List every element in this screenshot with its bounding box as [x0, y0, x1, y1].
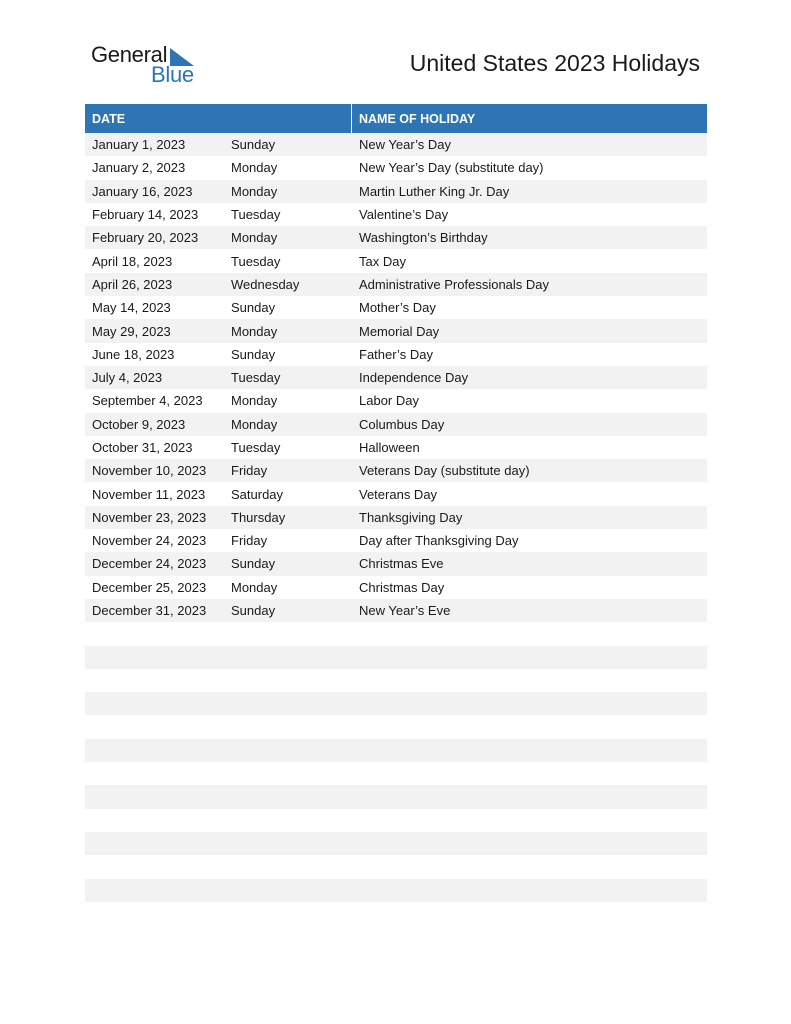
holiday-date: September 4, 2023 [92, 393, 203, 409]
holiday-date: January 2, 2023 [92, 160, 186, 176]
holiday-date: October 31, 2023 [92, 440, 193, 455]
holiday-weekday: Wednesday [231, 276, 300, 292]
table-body [85, 133, 707, 902]
holiday-name: Washington’s Birthday [359, 230, 488, 246]
holiday-date: January 16, 2023 [92, 183, 193, 199]
holiday-weekday: Monday [231, 579, 278, 595]
table-row [85, 436, 707, 459]
table-row [85, 529, 707, 552]
holiday-name: New Year’s Eve [359, 603, 451, 619]
holiday-weekday: Monday [231, 323, 278, 339]
holiday-name: Mother’s Day [359, 300, 436, 316]
holiday-name: Christmas Day [359, 579, 445, 595]
holiday-weekday: Tuesday [231, 370, 281, 386]
table-row [85, 832, 707, 855]
table-row [85, 622, 707, 645]
holiday-weekday: Monday [231, 230, 278, 246]
holiday-weekday: Sunday [231, 346, 276, 362]
holiday-name: Halloween [359, 440, 420, 455]
holiday-name: Day after Thanksgiving Day [359, 533, 519, 549]
table-row [85, 319, 707, 342]
column-header-date: DATE [85, 104, 352, 133]
holiday-name: Christmas Eve [359, 556, 444, 572]
holiday-name: Labor Day [359, 393, 419, 409]
holiday-name: Martin Luther King Jr. Day [359, 183, 510, 199]
holiday-weekday: Monday [231, 183, 278, 199]
table-row [85, 669, 707, 692]
holiday-weekday: Thursday [231, 509, 286, 525]
table-row [85, 506, 707, 529]
column-header-holiday-name: NAME OF HOLIDAY [359, 111, 476, 126]
holiday-weekday: Sunday [231, 137, 276, 153]
table-row [85, 599, 707, 622]
holiday-name: Independence Day [359, 370, 469, 386]
table-row [85, 133, 707, 156]
holiday-weekday: Saturday [231, 486, 284, 502]
holiday-date: April 26, 2023 [92, 276, 173, 292]
holiday-name: Administrative Professionals Day [359, 276, 550, 292]
table-row [85, 576, 707, 599]
table-row [85, 482, 707, 505]
holiday-date: February 14, 2023 [92, 207, 199, 223]
logo-text-general: General [91, 42, 168, 67]
holiday-name: New Year’s Day [359, 137, 452, 153]
holiday-name: Memorial Day [359, 323, 440, 339]
holiday-weekday: Friday [231, 533, 268, 549]
table-row [85, 343, 707, 366]
holiday-date: April 18, 2023 [92, 253, 173, 269]
holiday-date: January 1, 2023 [92, 137, 186, 153]
brand-logo [91, 42, 201, 88]
holiday-weekday: Tuesday [231, 440, 281, 455]
table-row [85, 389, 707, 412]
table-row [85, 785, 707, 808]
holiday-weekday: Friday [231, 463, 268, 479]
holiday-weekday: Sunday [231, 556, 276, 572]
holiday-name: Tax Day [359, 253, 406, 269]
table-row [85, 366, 707, 389]
holiday-date: November 11, 2023 [92, 486, 206, 502]
holiday-weekday: Tuesday [231, 207, 281, 223]
holiday-table [85, 104, 707, 902]
holiday-date: June 18, 2023 [92, 346, 175, 362]
table-row [85, 762, 707, 785]
holiday-date: July 4, 2023 [92, 370, 163, 386]
table-row [85, 646, 707, 669]
holiday-date: May 29, 2023 [92, 323, 171, 339]
table-row [85, 809, 707, 832]
holiday-date: February 20, 2023 [92, 230, 199, 246]
holiday-weekday: Monday [231, 416, 278, 432]
table-row [85, 203, 707, 226]
holiday-name: New Year’s Day (substitute day) [359, 160, 544, 176]
holiday-date: December 31, 2023 [92, 603, 207, 619]
holiday-name: Thanksgiving Day [359, 509, 463, 525]
holiday-name: Veterans Day (substitute day) [359, 463, 530, 479]
holiday-weekday: Sunday [231, 300, 276, 316]
table-row [85, 459, 707, 482]
table-row [85, 180, 707, 203]
holiday-date: December 25, 2023 [92, 579, 207, 595]
table-row [85, 855, 707, 878]
table-row [85, 249, 707, 272]
holiday-name: Columbus Day [359, 416, 445, 432]
table-row [85, 879, 707, 902]
page-title: United States 2023 Holidays [409, 50, 700, 76]
table-row [85, 739, 707, 762]
table-row [85, 692, 707, 715]
table-row [85, 156, 707, 179]
table-row [85, 413, 707, 436]
table-row [85, 296, 707, 319]
holiday-weekday: Tuesday [231, 253, 281, 269]
holiday-weekday: Sunday [231, 603, 276, 619]
logo-text-blue: Blue [151, 62, 194, 87]
holiday-name: Valentine’s Day [359, 207, 449, 223]
table-row [85, 273, 707, 296]
holiday-date: May 14, 2023 [92, 300, 171, 316]
holiday-weekday: Monday [231, 393, 278, 409]
table-header [85, 104, 707, 133]
holiday-date: October 9, 2023 [92, 416, 186, 432]
holiday-weekday: Monday [231, 160, 278, 176]
holiday-name: Father’s Day [359, 346, 433, 362]
holiday-date: November 24, 2023 [92, 533, 207, 549]
holiday-date: November 23, 2023 [92, 509, 207, 525]
holiday-name: Veterans Day [359, 486, 438, 502]
table-row [85, 226, 707, 249]
table-row [85, 552, 707, 575]
holiday-date: December 24, 2023 [92, 556, 207, 572]
table-row [85, 715, 707, 738]
holiday-date: November 10, 2023 [92, 463, 207, 479]
